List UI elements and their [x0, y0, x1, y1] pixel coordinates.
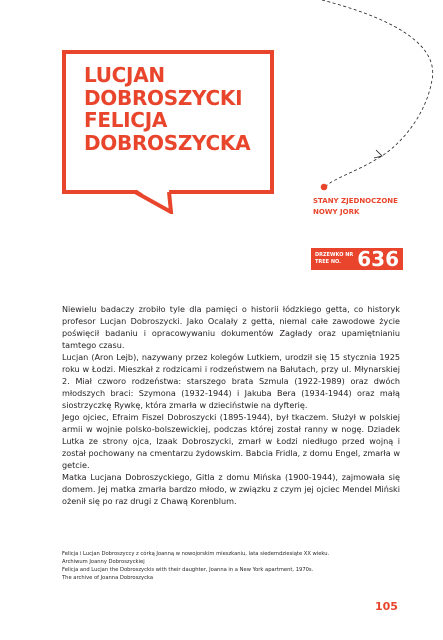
tree-number: 636	[357, 247, 399, 271]
body-paragraph-2: Lucjan (Aron Lejb), nazywany przez kolegów Lutkiem, urodził się 15 stycznia 1925 roku w Łodzi. Mieszkał z rodzicami i rodzeństwem na Bałutach, przy ul. Młynarskiej 2. Miał czworo rodzeństwa: starszego brata Szmula (1922-1989) oraz dwóch młodszych braci: Szymona (1932-1944) i Jakuba Bera (1934-1944) oraz małą siostrzyczkę Rywkę, która zmarła w dzieciństwie na dyfterię.	[62, 352, 400, 410]
caption-line-4: The archive of Joanna Dobroszycka	[62, 575, 154, 581]
bubble-tail-icon	[135, 190, 177, 214]
location-country: STANY ZJEDNOCZONE	[313, 197, 398, 205]
page-title	[84, 64, 274, 154]
title-line-3: FELICJA	[84, 108, 168, 132]
title-line-2: DOBROSZYCKI	[84, 85, 243, 110]
location-label	[313, 196, 423, 218]
tree-label-pl: DRZEWKO NR	[315, 252, 354, 258]
caption-line-3: Felicja and Lucjan the Dobroszyckis with their daughter, Joanna in a New York apartment, 1970s.	[62, 567, 314, 573]
tree-number-badge	[311, 248, 403, 270]
caption-line-1: Felicja i Lucjan Dobroszyccy z córką Joanną w nowojorskim mieszkaniu, lata siedemdziesiąte XX wieku.	[62, 551, 330, 557]
caption-line-2: Archiwum Joanny Dobroszyckiej	[62, 559, 145, 565]
location-city: NOWY JORK	[313, 208, 360, 216]
tree-label-en: TREE NO.	[315, 259, 342, 265]
location-pin-icon	[321, 184, 328, 191]
body-paragraph-1: Niewielu badaczy zrobiło tyle dla pamięci o historii łódzkiego getta, co historyk profesor Lucjan Dobroszycki. Jako Ocalały z getta, niemal całe zawodowe życie poświęcił badaniu i opracowywaniu dokumentów Zagłady oraz upamiętnianiu tamtego czasu.	[62, 304, 400, 350]
body-paragraph-4: Matka Lucjana Dobroszyckiego, Gitla z domu Mińska (1900-1944), zajmowała się domem. Jej matka zmarła bardzo młodo, w związku z czym jej ojciec Mendel Miński ożenił się po raz drugi z Chawą Korenblum.	[62, 472, 400, 506]
tree-label	[315, 252, 353, 266]
title-line-4: DOBROSZYCKA	[84, 130, 251, 155]
title-line-1: LUCJAN	[84, 63, 165, 87]
page-number: 105	[375, 600, 398, 613]
photo-caption	[62, 550, 392, 582]
body-text	[62, 303, 400, 507]
body-paragraph-3: Jego ojciec, Efraim Fiszel Dobroszycki (1895-1944), był tkaczem. Służył w polskiej armii w wojnie polsko-bolszewickiej, podczas której został ranny w nogę. Dziadek Lutka ze strony ojca, Izaak Dobroszycki, zmarł w Łodzi niedługo przed wojną i został pochowany na cmentarzu żydowskim. Babcia Fridla, z domu Engel, zmarła w getcie.	[62, 412, 400, 470]
